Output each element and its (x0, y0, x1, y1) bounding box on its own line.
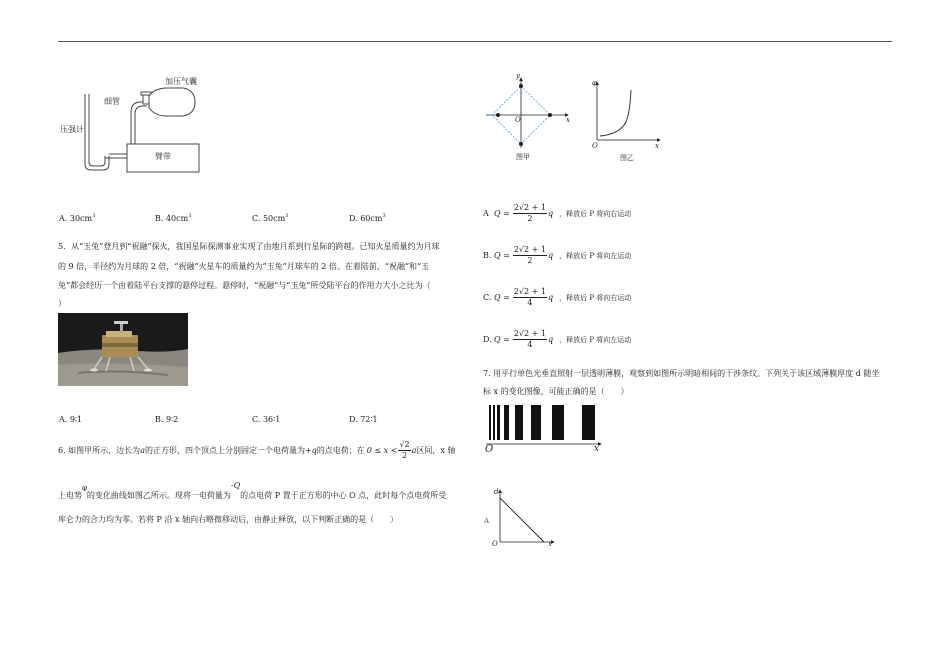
jia-x-label: x (566, 116, 570, 124)
figure-jia (484, 72, 574, 152)
label-gauge: 压强计 (60, 125, 84, 134)
fringe-o-label: O (485, 444, 494, 455)
yi-x-label: x (655, 142, 659, 150)
q4-option-c[interactable]: C. $50cm^3$ (252, 213, 289, 223)
q6-option-d[interactable]: D. Q = $\frac{2√2 + 1}{4}$ q ，释放后 P 将向左运动 (483, 329, 632, 349)
lander-photo (58, 313, 188, 386)
q5-line1: 5．从“玉兔”登月到“祝融”探火，我国星际探测事业实现了由地月系到行星际的跨越。已知火星质量约为月球 (58, 242, 440, 251)
q6-option-c[interactable]: C. Q = $\frac{2√2 + 1}{4}$ q ，释放后 P 将向右运动 (483, 287, 632, 307)
graph-d-label: d (494, 488, 499, 496)
q5-option-d[interactable]: D. 72∶1 (349, 415, 378, 424)
q4-option-b[interactable]: B. $40cm^3$ (155, 213, 192, 223)
q5-option-a[interactable]: A. 9∶1 (59, 415, 83, 424)
q6-option-b[interactable]: B. Q = $\frac{2√2 + 1}{2}$ q ，释放后 P 将向左运动 (483, 245, 632, 265)
fringe-x-label: x (594, 444, 600, 454)
q4-option-a[interactable]: A. $30cm^3$ (59, 213, 96, 223)
q6-line1: 6. 如图甲所示，边长为 a 的正方形，四个顶点上分别固定一个电荷量为 +q 的点电荷；在 0 ≤ x < $\frac{√2}{2}$ a 区间，x 轴 (58, 440, 456, 460)
yi-phi-label: φ (592, 79, 597, 87)
label-tube: 细管 (104, 97, 120, 106)
q5-option-c[interactable]: C. 36∶1 (252, 415, 281, 424)
q7-line1: 7. 用平行单色光垂直照射一层透明薄膜，观察到如图所示明暗相间的干涉条纹。下列关于该区域薄膜厚度 d 随坐 (483, 369, 880, 378)
label-cuff: 臂带 (155, 152, 171, 161)
header-rule (58, 41, 892, 42)
q6-option-a[interactable]: A Q = $\frac{2√2 + 1}{2}$ q ，释放后 P 将向右运动 (483, 203, 632, 223)
jia-y-label: y (516, 72, 520, 80)
q5-option-b[interactable]: B. 9∶2 (155, 415, 179, 424)
q6-line2: 上电势 φ 的变化曲线如图乙所示。现将一电荷量为 -Q 的点电荷 P 置于正方形的中心 O 点，此时每个点电荷所受 (58, 481, 447, 500)
q5-line3: 兔”都会经历一个由着陆平台支撑的悬停过程。悬停时，“祝融”与“玉兔”所受陆平台的作用力大小之比为（ (58, 281, 431, 290)
q5-line2: 的 9 倍，半径约为月球的 2 倍，“祝融”火星车的质量约为“玉兔”月球车的 2 倍。在着陆前，“祝融”和“玉 (58, 262, 430, 271)
figure-yi (592, 78, 664, 144)
yi-o-label: O (592, 142, 598, 150)
graph-x-label: x (548, 540, 552, 548)
fringe-figure (483, 402, 605, 458)
q6-line3: 库仑力的合力均为零。若将 P 沿 x 轴向右略微移动后，由静止释放，以下判断正确的是（ ） (58, 515, 399, 524)
label-bulb: 加压气囊 (165, 77, 197, 86)
yi-caption: 图乙 (620, 154, 634, 162)
jia-o-label: O (515, 116, 521, 124)
graph-o-label: O (492, 540, 498, 548)
option-a-marker[interactable]: A (484, 517, 490, 525)
thickness-graph (494, 488, 560, 548)
q5-line4: ） (58, 299, 66, 308)
q4-option-d[interactable]: D. $60cm^3$ (349, 213, 386, 223)
jia-caption: 图甲 (516, 153, 530, 161)
q7-line2: 标 x 的变化图像，可能正确的是（ ） (483, 387, 629, 396)
